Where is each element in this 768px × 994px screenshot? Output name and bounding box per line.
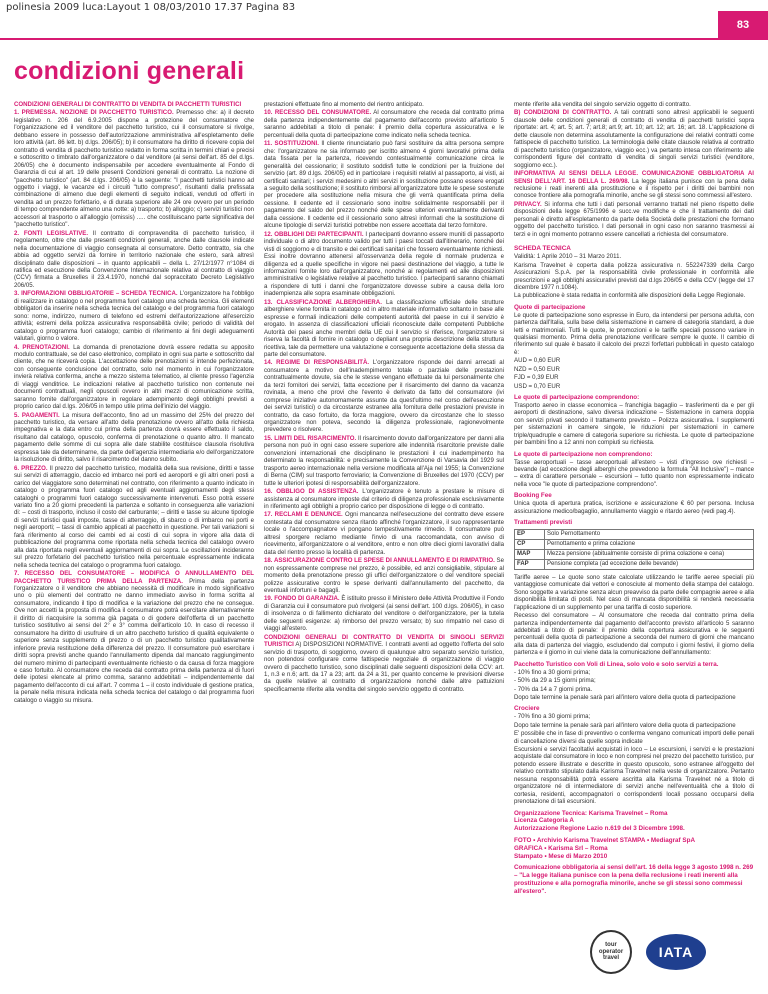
table-cell: MAP (515, 549, 545, 559)
section-heading: 13. CLASSIFICAZIONE ALBERGHIERA. (264, 298, 382, 306)
section-text: È istituito presso il Ministero delle Attività Produttive il Fondo di Garanzia cui il consumatore può rivolgersi (ai sensi dell'art. 100 d.lgs. 206/05), in caso di insolvenza o di fallimento dichiarato del venditore o dell'organizzatore, per la tutela delle seguenti esigenze: a) rimborso del prezzo versato; b) suo rimpatrio nel caso di viaggi all'estero. (264, 595, 504, 633)
credits-stampato: Stampato • Mese di Marzo 2010 (514, 852, 608, 860)
crociere-title: Crociere (514, 705, 540, 713)
excl-text: Tasse aeroportuali – tasse aeroportuali all'estero – visti d'ingresso ove richiesti – bevande (ad eccezione degli alberghi che prevedono la formula "All Inclusive") – mance – extra di carattere personale – escursioni – tutto quanto non espressamente indicato nella voce "le quote di partecipazione comprendono". (514, 458, 754, 488)
penalty-variation-note: E' possibile che in fase di preventivo o conferma vengano comunicati importi delle penali di cancellazione diversi da quelle sopra indicate (514, 730, 754, 745)
section-paragraph (264, 140, 504, 229)
section-heading: 5. PAGAMENTI. (14, 411, 60, 419)
credits-foto: FOTO • Archivio Karisma Travelnet STAMPA • Mediagraf SpA (514, 837, 695, 845)
licenza: Licenza Categoria A (514, 817, 574, 825)
section-paragraph (14, 109, 254, 228)
section-paragraph (514, 170, 754, 200)
booking-title: Booking Fee (514, 492, 552, 500)
section-heading: CONDIZIONI GENERALI DI CONTRATTO DI VENDITA DI PACCHETTI TURISTICI (14, 101, 242, 108)
rate-line: USD = 0,70 EUR (514, 382, 561, 390)
section-text: A tali contratti sono altresì applicabili le seguenti clausole delle condizioni generali di contratto di vendita di pacchetti turistici sopra riportate: art. 4; art. 5; art. 7; art.8; art.9; art. 10; art. 12; art. 16; art. 18. L'applicazione di dette clausole non determina assolutamente la configurazione dei relativi contratti come fattispecie di pacchetto turistico. La terminologia delle citate clausole relativa al contratto di pacchetto turistico (organizzatore, viaggio ecc.) va pertanto intesa con riferimento alle corrispondenti figure del contratto di vendita di singoli servizi turistici (venditore, soggiorno ecc.). (514, 109, 754, 169)
incl-text: Trasporto aereo in classe economica – franchigia bagaglio – trasferimenti da e per gli aeroporti di destinazione, salvo diversa indicazione – Sistemazione in camera doppia con servizi privati secondo il trattamento previsto – Polizza assicurativa. I supplementi per sistemazioni in camere singole, le riduzioni per sistemazioni in camere triple/quadruple e camere di categoria superiore su richiesta. Le quote di partecipazione per bambini fino a 12 anni non compiuti su richiesta. (514, 402, 754, 447)
pacchetto-title: Pacchetto Turistico con Voli di Linea, solo volo e solo servizi a terra. (514, 660, 719, 668)
booking-text: Unica quota di apertura pratica, iscrizione e assicurazione € 60 per persona. Inclusa assicurazione medico/bagaglio, annullamento viaggio e ritardo aereo (vedi pag.4). (514, 500, 754, 515)
section-paragraph (264, 511, 504, 556)
table-row (515, 539, 754, 549)
section-paragraph (514, 101, 754, 108)
section-heading: 10. RECESSO DEL CONSUMATORE. (264, 109, 372, 117)
section-paragraph (264, 231, 504, 298)
section-text: Si informa che tutti i dati personali verranno trattati nel pieno rispetto delle disposizioni della legge 675/1996 e succ.ve modifiche e che il trattamento dei dati personali è diretto all'espletamento da parte della Società delle prestazioni che formano oggetto del pacchetto turistico. I dati personali in ogni caso non saranno trasmessi ai terzi e in ogni momento potranno essere cancellati a richiesta del consumatore. (514, 200, 754, 238)
section-text: Premesso che: a) il decreto legislativo n. 206 del 6.9.2005 dispone a protezione del consumatore che l'organizzazione ed il venditore del pacchetto turistico, cui il consumatore si rivolge, debbano essere in possesso dell'autorizzazione amministrativa all'espletamento delle loro attività (art. 86 lett. b) d.lgs. 206/05); b) il consumatore ha diritto di ricevere copia del contratto di vendita di pacchetto turistico redatto in forma scritta in termini chiari e precisi e sottoscritto o timbrato dall'organizzatore o dal venditore (ai sensi dell'art. 85 del d.lgs. 206/05) che è documento indispensabile per accedere eventualmente al Fondo di Garanzia di cui al art. 19 delle presenti Condizioni generali di contratto. La nozione di "pacchetto turistico" (art. 84 d.lgs. 206/05) è la seguente: "I pacchetti turistici hanno ad oggetto i viaggi, le vacanze ed i circuiti "tutto compreso", risultanti dalla prefissata combinazione di almeno due degli elementi di seguito indicati, venduti od offerti in vendita ad un prezzo forfettario, e di durata superiore alle 24 ore ovvero per un periodo di tempo comprendente almeno una notte: a) trasporto; b) alloggio; c) servizi turistici non accessori al trasporto o all'alloggio (omissis) ..... che costituiscano parte significativa del "pacchetto turistico". (14, 109, 254, 229)
table-cell: Solo Pernottamento (545, 529, 754, 539)
footer-logos (520, 926, 760, 976)
page-number: 83 (718, 11, 768, 39)
section-paragraph (14, 101, 254, 108)
section-paragraph (14, 230, 254, 290)
section-paragraph (264, 488, 504, 510)
section-text: mente riferite alla vendita del singolo servizio oggetto di contratto. (514, 101, 691, 108)
penalty-line: - 50% da 29 a 15 giorni prima; (514, 677, 596, 685)
logo-text: operator (598, 948, 624, 955)
rate-line: FJD = 0,39 EUR (514, 374, 559, 382)
scheda-title: SCHEDA TECNICA (514, 245, 571, 253)
section-text: Se non espressamente comprese nel prezzo, è possibile, ed anzi consigliabile, stipulare al momento della prenotazione presso gli uffici dell'organizzatore o del venditore speciali polizze assicurative contro le spese derivanti dall'annullamento del pacchetto, da eventuali infortuni e bagagli. (264, 557, 504, 594)
table-cell: Pernottamento e prima colazione (545, 539, 754, 549)
section-text: Al consumatore che receda dal contratto prima della partenza indipendentemente dal pagamento dell'acconto previsto all'articolo 5 saranno addebitati a titolo di penale: il premio della copertura assicurativa e le percentuali della quota di partecipazione come indicato nella scheda tecnica. (264, 109, 504, 139)
quota-title: Quote di partecipazione (514, 303, 586, 311)
logo-text: travel (602, 955, 619, 962)
section-text: Il contratto di compravendita di pacchetto turistico, il regolamento, oltre che dalle presenti condizioni generali, anche dalle clausole indicate nella documentazione di viaggio consegnata al consumatore. Detto contratto, sia che abbia ad oggetto servizi da fornire in territorio nazionale che estero, sarà altresì disciplinato dalle disposizioni – in quanto applicabili – della L. 27/12/1977 n°1084 di ratifica ed esecuzione della Convenzione Internazionale relativa al contratto di viaggio (CCV) firmata a Bruxelles il 23.4.1970, nonché dal sopraccitato Decreto Legislativo 206/05. (14, 229, 254, 289)
escursioni-text: Escursioni e servizi facoltativi acquistati in loco – Le escursioni, i servizi e le prestazioni acquistate dal consumatore in loco e non compresi nel prezzo del pacchetto turistico, pur potendo essere illustrate e descritte in questo opuscolo, sono estranee all'oggetto del relativo contratto stipulato dalla Karisma Travelnet nella veste di organizzatore. Pertanto nessuna responsabilità potrà essere ascritta alla Karisma Travelnet né a titolo di organizzatore né di intermediatore di servizi anche nell'eventualità che a titolo di cortesia, residenti, accompagnatori o corrispondenti locali possano occuparsi della prenotazione di tali escursioni. (514, 746, 754, 806)
section-text: L'organizzatore risponde dei danni arrecati al consumatore a motivo dell'inadempimento totale o parziale delle prestazioni contrattualmente dovute, sia che le stesse vengano effettuate da lui personalmente che da terzi fornitori dei servizi, fatta eccezione per il risarcimento del danno da vacanza rovinata, a meno che provi che l'evento è derivato da fatto del consumatore (ivi comprese iniziative autonomamente assunte da quest'ultimo nel corso dell'esecuzione dei servizi turistici) o da circostanze estranee alla fornitura delle prestazioni previste in contratto, da caso fortuito, da forza maggiore, ovvero da circostanze che lo stesso organizzatore non poteva, secondo la diligenza professionale, ragionevolmente prevedere o risolvere. (264, 359, 504, 434)
top-rule (0, 38, 768, 40)
section-text: Prima della partenza l'organizzatore o il venditore che abbiano necessità di modificare in modo significativo uno o più elementi del contratto ne danno immediato avviso in forma scritta al consumatore, indicando il tipo di modifica e la variazione del prezzo che ne consegue. Ove non accetti la proposta di modifica il consumatore potrà esercitare alternativamente il diritto di riacquisire la somma già pagata o di godere dell'offerta di un pacchetto turistico sostitutivo ai sensi del 2° e 3° comma dell'articolo 10. In caso di recesso il consumatore ha diritto di usufruire di un altro pacchetto turistico di qualità equivalente o superiore senza supplemento di prezzo o di un pacchetto turistico qualitativamente inferiore previa restituzione della differenza del prezzo. Il consumatore può esercitare i diritti sopra previsti anche quando l'annullamento dipenda dal mancato raggiungimento del numero minimo di partecipanti eventualmente richiesto o da causa di forza maggiore e caso fortuito. Al consumatore che receda dal contratto prima della partenza al di fuori delle ipotesi elencate al primo comma, saranno addebitati – indipendentemente dal pagamento dell'acconto di cui all'art. 7 comma 1 – il costo individuale di gestione pratica, la penale nella misura indicata nella scheda tecnica del catalogo o dal programma fuori catalogo o viaggio su misura. (14, 577, 254, 704)
tariffe-text: Tariffe aeree – Le quote sono state calcolate utilizzando le tariffe aeree speciali più vantaggiose comunicate dai vettori e conosciute al momento della stampa del catalogo. Sono soggette a variazione senza alcun preavviso da parte delle compagnie aeree e alla disponibilità limitata di posti. Nel caso di mancata disponibilità si renderà necessaria l'applicazione di un supplemento per una tariffa di costo superiore. (514, 573, 754, 611)
comunicazione-obbligatoria: Comunicazione obbligatoria ai sensi dell'art. 16 della legge 3 agosto 1998 n. 269 – "La legge italiana punisce con la pena della reclusione i reati inerenti alla prostituzione e alla pornografia minorile, anche se gli stessi sono commessi all'estero". (514, 864, 754, 895)
section-heading: INFORMATIVA AI SENSI DELLA LEGGE. COMUNICAZIONE OBBLIGATORIA AI SENSI DELL'ART. 16 DELLA L. 269/98. (514, 170, 754, 185)
trattamenti-title: Trattamenti previsti (514, 519, 573, 527)
section-heading: PRIVACY. (514, 200, 542, 208)
section-text: A) DISPOSIZIONI NORMATIVE. I contratti aventi ad oggetto l'offerta del solo servizio di trasporto, di soggiorno, ovvero di qualunque altro separato servizio turistico, non potendosi configurare come fattispecie negoziale di organizzazione di viaggio ovvero di pacchetto turistico, sono disciplinati dalle seguenti disposizioni della CCV: art. 1, n.3 e n.6; artt. da 17 a 23; artt. da 24 a 31, per quanto concerne le previsioni diverse da quelle relative al contratto di organizzazione nonché dalle altre pattuizioni specificamente riferite alla vendita del singolo servizio oggetto di contratto. (264, 641, 504, 693)
penalty-line: - 70% da 14 a 7 giorni prima. (514, 685, 593, 693)
tour-operator-logo (590, 930, 632, 974)
text-columns (14, 101, 754, 947)
scheda-line: Validità: 1 Aprile 2010 – 31 Marzo 2011. (514, 253, 622, 261)
section-text: prestazioni effettuate fino al momento del rientro anticipato. (264, 101, 424, 108)
table-row (515, 559, 754, 569)
section-heading: 11. SOSTITUZIONI. (264, 140, 319, 148)
scheda-line: Karisma Travelnet è coperta dalla polizza assicurativa n. 552247339 della Cargo Assicurazioni S.p.A. per la responsabilità civile professionale in conformità alle prescrizioni e agli obblighi assicurativi previsti dal d.lgs 206/05 e della CCV (legge del 17 dicembre 1977 n.1084). (514, 261, 754, 291)
table-cell: Pensione completa (ad eccezione delle bevande) (545, 559, 754, 569)
quota-text: Le quote di partecipazione sono espresse in Euro, da intendersi per persona adulta, con partenza dall'Italia, sulla base della sistemazione in camere di categoria standard, a due letti e matrimoniali. Tutti le quote, le promozioni e le tariffe speciali possono variare in qualsiasi momento. Prima della prenotazione verificare sempre le quote. Il cambio di riferimento sul quale è basato il calcolo dei prezzi forfettari pubblicati in questo catalogo è: (514, 311, 754, 356)
section-paragraph (514, 109, 754, 169)
table-cell: FAP (515, 559, 545, 569)
table-row (515, 549, 754, 559)
section-text: I partecipanti dovranno essere muniti di passaporto individuale o di altro documento valido per tutti i paesi toccati dall'itinerario, nonché dei visti di soggiorno e di transito e dei certificati sanitari che fossero eventualmente richiesti. Essi inoltre dovranno attenersi all'osservanza della regole di normale prudenza e diligenza ed a quelle specifiche in vigore nei paesi destinazione del viaggio, a tutte le informazioni fornite loro dall'organizzatore, nonché ai regolamenti ed alle disposizioni amministrative o legislative relative al pacchetto turistico. I partecipanti saranno chiamati a rispondere di tutti i danni che l'organizzatore dovesse subire a causa della loro inadempienza alle sopra esaminate obbligazioni. (264, 230, 504, 298)
excl-title: Le quote di partecipazione non comprendono: (514, 450, 653, 458)
penalty-note: Dopo tale termine la penale sarà pari all'intero valore della quota di partecipazione (514, 693, 736, 701)
section-paragraph (514, 201, 754, 238)
section-heading: 15. LIMITI DEL RISARCIMENTO. (264, 434, 357, 442)
section-paragraph (14, 412, 254, 464)
section-paragraph (264, 634, 504, 694)
section-heading: 12. OBBLIGHI DEI PARTECIPANTI. (264, 230, 364, 238)
section-heading: B) CONDIZIONI DI CONTRATTO. (514, 109, 612, 117)
table-cell: CP (515, 539, 545, 549)
section-heading: 19. FONDO DI GARANZIA. (264, 595, 340, 603)
rate-line: AUD = 0,60 EUR (514, 357, 561, 365)
penalty-line: - 70% fino a 30 giorni prima; (514, 713, 591, 721)
section-heading: 3. INFORMAZIONI OBBLIGATORIE – SCHEDA TECNICA. (14, 290, 178, 298)
section-heading: CONDIZIONI GENERALI DI CONTRATTO DI VENDITA DI SINGOLI SERVIZI TURISTICI (264, 633, 504, 649)
section-text: Il risarcimento dovuto dall'organizzatore per danni alla persona non può in ogni caso essere superiore alle indennità risarcitorie previste dalle convenzioni internazionali che disciplinano le prestazioni il cui inadempimento ha determinato la responsabilità: e precisamente la Convenzione di Varsavia del 1929 sul trasporto aereo internazionale nella versione modificata all'Aja nel 1955; la Convenzione di Berna (CIM) sul trasporto ferroviario; la Convenzione di Bruxelles del 1970 (CCV) per tutte le ulteriori ipotesi di responsabilità dell'organizzatore. (264, 434, 504, 487)
autorizzazione: Autorizzazione Regione Lazio n.619 del 3 Dicembre 1998. (514, 825, 685, 833)
iata-logo: IATA (646, 934, 706, 970)
table-row (515, 529, 754, 539)
section-text: La domanda di prenotazione dovrà essere redatta su apposito modulo contrattuale, se del caso elettronico, compilato in ogni sua parte e sottoscritto dal cliente, che ne riceverà copia. L'accettazione delle prenotazioni si intende perfezionata, con conseguente conclusione del contratto, solo nel momento in cui l'organizzatore invierà relativa conferma, anche a mezzo sistema telematico, al cliente presso l'agenzia di viaggi venditrice. Le indicazioni relative al pacchetto turistico non contenute nei documenti contrattuali, negli opuscoli ovvero in altri mezzi di comunicazione scritta, saranno fornite dall'organizzatore in regolare adempimento degli obblighi previsti a proprio carico dal d.lgs. 206/05 in tempo utile prima dell'inizio del viaggio. (14, 343, 254, 411)
section-paragraph (264, 435, 504, 487)
logo-text: tour (605, 942, 617, 949)
rate-line: NZD = 0,50 EUR (514, 365, 560, 373)
column-3 (514, 101, 754, 947)
section-heading: 14. REGIME DI RESPONSABILITÀ. (264, 359, 370, 367)
section-heading: 7. RECESSO DEL CONSUMATORE – MODIFICA O ANNULLAMENTO DEL PACCHETTO TURISTICO PRIMA DELLA PARTENZA. (14, 570, 254, 585)
section-paragraph (264, 109, 504, 139)
print-header: polinesia 2009 luca:Layout 1 08/03/2010 17.37 Pagina 83 (6, 2, 296, 13)
section-text: L'organizzatore è tenuto a prestare le misure di assistenza al consumatore imposte dal criterio di diligenza professionale esclusivamente in riferimento agli obblighi a proprio carico per disposizione di legge o di contratto. (264, 488, 504, 511)
section-heading: 2. FONTI LEGISLATIVE. (14, 229, 89, 237)
section-heading: 16. OBBLIGO DI ASSISTENZA. (264, 488, 359, 496)
scheda-line: La pubblicazione è stata redatta in conformità alle disposizioni della Legge Regionale. (514, 292, 746, 300)
penalty-line: - 10% fino a 30 giorni prima; (514, 668, 591, 676)
column-3-intro (514, 101, 754, 238)
section-paragraph (264, 557, 504, 594)
penalty-note: Dopo tale termine la penale sarà pari all'intero valore della quota di partecipazione (514, 721, 736, 729)
section-text: La legge italiana punisce con la pena della reclusione i reati inerenti alla prostituzione e il rispetto per i diritti dei bambini non conosce frontiere alla pornografia minorile, anche se gli stessi sono commessi all'estero. (514, 177, 754, 200)
column-1 (14, 101, 254, 947)
recesso-text: Recesso del consumatore – Al consumatore che receda dal contratto prima della partenza indipendentemente dal pagamento dell'acconto previsto all'articolo 5 saranno addebitati a titolo di penale: il premio della copertura assicurativa e le seguenti percentuali della quota di partecipazione a seconda del numero di giorni che mancano alla data di partenza del viaggio, escludendo dal computo i giorni festivi, il giorno della partenza e il giorno in cui viene data la comunicazione dell'annullamento: (514, 612, 754, 657)
column-2 (264, 101, 504, 947)
table-cell: Mezza pensione (abitualmente consiste di prima colazione e cena) (545, 549, 754, 559)
incl-title: Le quote di partecipazione comprendono: (514, 394, 640, 402)
table-cell: EP (515, 529, 545, 539)
section-heading: 6. PREZZO. (14, 464, 48, 472)
organizzazione: Organizzazione Tecnica: Karisma Travelnet – Roma (514, 809, 668, 817)
section-heading: 18. ASSICURAZIONE CONTRO LE SPESE DI ANNULLAMENTO E DI RIMPATRIO. (264, 557, 495, 565)
section-paragraph (264, 595, 504, 632)
section-paragraph (264, 101, 504, 108)
section-text: La classificazione ufficiale delle strutture alberghiere viene fornita in catalogo od in altro materiale informativo soltanto in base alle espresse e formali indicazioni delle competenti autorità del paese in cui il servizio è erogato. In assenza di classificazioni ufficiali riconosciute dalle competenti Pubbliche Autorità dei paesi anche membri della UE cui il servizio si riferisce, l'organizzatore si riserva la facoltà di fornire in catalogo o depliant una propria descrizione della struttura ricettiva, tale da permettere una valutazione e conseguente accettazione della stessa da parte del consumatore. (264, 298, 504, 358)
page-title: condizioni generali (14, 57, 245, 85)
section-text: L'organizzatore ha l'obbligo di realizzare in catalogo o nel programma fuori catalogo una scheda tecnica. Gli elementi obbligatori da inserire nella scheda tecnica del catalogo e del programma fuori catalogo sono: nome, indirizzo, numero di telefono ed estremi dell'autorizzazione all'esercizio attività; estremi della polizza assicurativa responsabilità civile; periodo di validità del catalogo o programma fuori catalogo; cambio di riferimento ai fini degli adeguamenti valutari, giorno o valore. (14, 290, 254, 343)
section-text: Il cliente rinunciatario può farsi sostituire da altra persona sempre che: l'organizzatore ne sia informato per iscritto almeno 4 giorni lavorativi prima della data fissata per la partenza, ricevendo contestualmente comunicazione circa le generalità del cessionario; il sostituto soddisfi tutte le condizioni per la fruizione del servizio (art. 89 d.lgs. 206/05) ed in particolare i requisiti relativi al passaporto, ai visti, ai certificati sanitari; i servizi medesimi o altri servizi in sostituzione possano essere erogati a seguito della sostituzione; il sostituto rimborsi all'organizzatore tutte le spese sostenute per procedere alla sostituzione nella misura che gli verrà quantificata prima della cessione. Il cedente ed il cessionario sono inoltre solidalmente responsabili per il pagamento del saldo del prezzo nonché delle spese ulteriori eventualmente derivanti dalla cessione. Il cedente ed il cessionario sono altresì informati che la sostituzione di alcune tipologie di servizi turistici potrebbe non essere accettata dal terzo fornitore. (264, 140, 504, 230)
section-paragraph (264, 299, 504, 359)
section-heading: 17. RECLAMI E DENUNCE. (264, 511, 343, 519)
section-paragraph (14, 290, 254, 342)
section-heading: 4. PRENOTAZIONI. (14, 343, 70, 351)
section-text: La misura dell'acconto, fino ad un massimo del 25% del prezzo del pacchetto turistico, da versare all'atto della prenotazione ovvero all'atto della richiesta impegnativa e la data entro cui prima della partenza dovrà essere effettuato il saldo, risultano dal catalogo, opuscolo, conferma di prenotazione o quanto altro. Il mancato pagamento delle somme di cui sopra alle date stabilite costituisce clausola risolutiva espressa tale da determinarne, da parte dell'agenzia intermediaria e/o dell'organizzatore la risoluzione di diritto, salvo il risarcimento del danno subìto. (14, 411, 254, 464)
section-paragraph (14, 465, 254, 569)
section-paragraph (14, 570, 254, 704)
section-paragraph (14, 344, 254, 411)
section-heading: 1. PREMESSA. NOZIONE DI PACCHETTO TURISTICO. (14, 109, 174, 117)
trattamenti-table (514, 529, 754, 570)
section-paragraph (264, 359, 504, 434)
section-text: Il prezzo del pacchetto turistico, modalità della sua revisione, diritti e tasse sui servizi di atterraggio, daccio ed imbarco nei porti ed aeroporti e gli altri oneri posti a carico del viaggiatore sono determinati nel contratto, con riferimento a quanto indicato in catalogo o programma fuori catalogo ed agli eventuali aggiornamenti degli stessi cataloghi o programmi fuori catalogo successivamente intervenuti. Esso potrà essere variato fino a 20 giorni precedenti la partenza e soltanto in conseguenza alle variazioni di: – costi di trasporto, incluso il costo del carburante; – diritti e tasse su alcune tipologie di servizi turistici quali imposte, tasse di atterraggio, di sbarco o di imbarco nei porti e negli aeroporti; – tassi di cambio applicati al pacchetto in questione. Per tali variazioni si farà riferimento al corso dei cambi ed ai costi di cui sopra in vigore alla data di pubblicazione del programma come riportata nella scheda tecnica del catalogo ovvero alla data riportata negli eventuali aggiornamenti di cui sopra. Le oscillazioni incideranno sul prezzo forfetario del pacchetto turistico nella percentuale espressamente indicata nella scheda tecnica del catalogo o programma fuori catalogo. (14, 464, 254, 569)
credits-grafica: GRAFICA • Karisma Srl – Roma (514, 844, 608, 852)
section-text: Ogni mancanza nell'esecuzione del contratto deve essere contestata dal consumatore senza ritardo affinché l'organizzatore, il suo rappresentante locale o l'accompagnatore vi pongano tempestivamente rimedio. Il consumatore può altresì sporgere reclamo mediante l'invio di una raccomandata, con avviso di ricevimento, all'organizzatore o al venditore, entro e non oltre dieci giorni lavorativi dalla data del rientro presso la località di partenza. (264, 511, 504, 556)
